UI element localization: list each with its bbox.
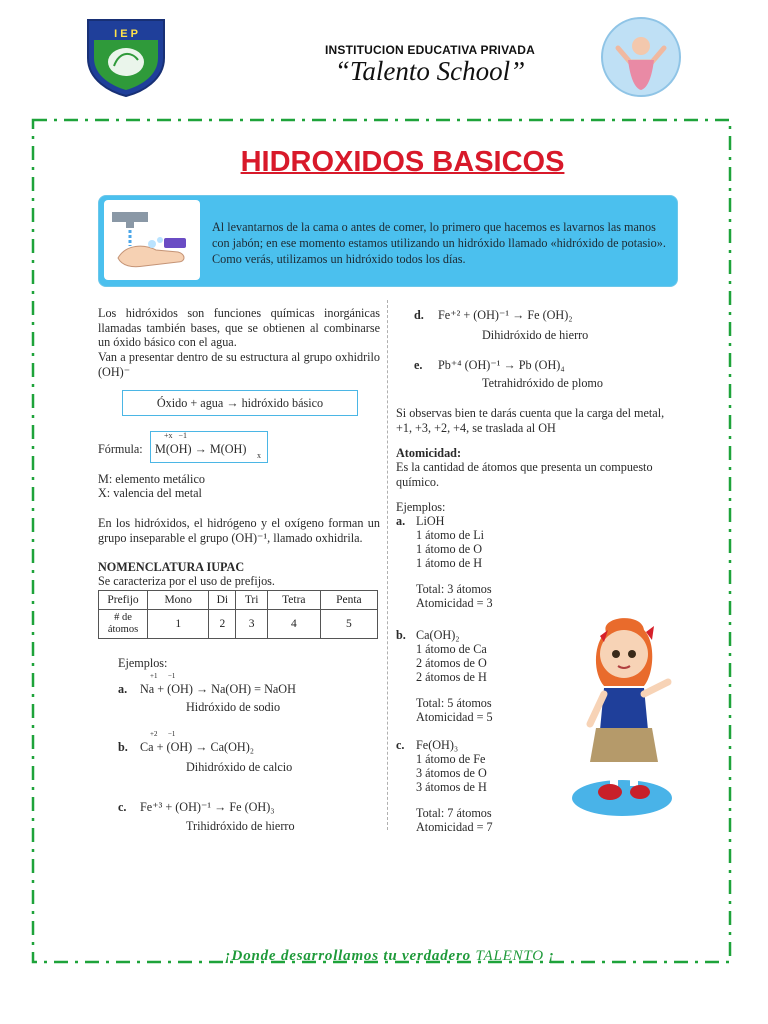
table-cell: # de átomos	[99, 610, 148, 639]
atom-line: 1 átomo de Fe	[416, 752, 486, 766]
footer-text: ¡Donde desarrollamos tu verdadero	[224, 948, 476, 964]
formula-subscript: x	[257, 451, 261, 460]
atom-line: 2 átomos de O	[416, 656, 487, 670]
atom-total: Total: 5 átomos	[416, 696, 492, 710]
school-crest-logo	[80, 16, 172, 98]
atom-formula: Ca(OH)₂	[416, 628, 460, 642]
footer-end: ¡	[543, 948, 556, 964]
handwashing-icon	[104, 200, 200, 280]
nomenclature-desc: Se caracteriza por el uso de prefijos.	[98, 574, 275, 588]
table-cell: Prefijo	[99, 591, 148, 610]
oxhidrila-paragraph: En los hidróxidos, el hidrógeno y el oxígeno forman un grupo inseparable el grupo (OH)⁻¹, llamado oxhidrila.	[98, 516, 380, 545]
example-charges: +1 −1	[150, 672, 176, 680]
metal-definition: M: elemento metálico	[98, 472, 205, 486]
formula: M(OH) → M(OH)	[155, 442, 247, 456]
example-letter: a.	[396, 514, 406, 528]
atom-line: 1 átomo de Li	[416, 528, 485, 542]
column-divider	[387, 300, 388, 830]
equation-text: Óxido + agua → hidróxido básico	[156, 396, 324, 410]
atomicity-title: Atomicidad:	[396, 446, 461, 460]
example-equation: Na + (OH) → Na(OH) = NaOH	[140, 682, 296, 696]
example-name: Hidróxido de sodio	[186, 700, 281, 714]
atomicity-value: Atomicidad = 7	[416, 820, 493, 834]
table-cell: 4	[267, 610, 320, 639]
examples-title: Ejemplos:	[118, 656, 168, 670]
atom-line: 3 átomos de H	[416, 780, 487, 794]
example-letter: c.	[118, 800, 127, 814]
example-equation: Fe⁺² + (OH)⁻¹ → Fe (OH)₂	[438, 308, 573, 322]
definition-paragraph: Los hidróxidos son funciones químicas inorgánicas llamadas también bases, que se obtienen al combinarse un óxido básico con el agua.	[98, 306, 380, 349]
example-equation: Pb⁺⁴ (OH)⁻¹ → Pb (OH)₄	[438, 358, 565, 372]
valence-definition: X: valencia del metal	[98, 486, 202, 500]
prefix-row	[99, 591, 378, 610]
logo-letters: I E P	[114, 28, 138, 40]
example-name: Trihidróxido de hierro	[186, 819, 295, 833]
school-name: “Talento School”	[334, 56, 526, 86]
table-cell: Penta	[320, 591, 377, 610]
table-cell: Tetra	[267, 591, 320, 610]
atom-total: Total: 3 átomos	[416, 582, 492, 596]
example-letter: e.	[414, 358, 423, 372]
atom-formula: Fe(OH)₃	[416, 738, 459, 752]
example-letter: b.	[118, 740, 128, 754]
table-cell: Mono	[148, 591, 209, 610]
atom-line: 1 átomo de Ca	[416, 642, 487, 656]
example-letter: a.	[118, 682, 128, 696]
footer-slogan	[160, 948, 620, 965]
table-cell: Tri	[236, 591, 268, 610]
example-letter: d.	[414, 308, 424, 322]
child-angel-image	[600, 16, 682, 98]
page-title: HIDROXIDOS BASICOS	[240, 146, 565, 178]
atomicity-value: Atomicidad = 5	[416, 710, 493, 724]
atom-formula: LiOH	[416, 514, 445, 528]
atom-total: Total: 7 átomos	[416, 806, 492, 820]
example-name: Dihidróxido de hierro	[482, 328, 589, 342]
example-charges: +2 −1	[150, 730, 176, 738]
table-cell: 1	[148, 610, 209, 639]
atomicity-definition: Es la cantidad de átomos que presenta un compuesto químico.	[396, 460, 653, 489]
atom-line: 1 átomo de O	[416, 542, 483, 556]
table-cell: 3	[236, 610, 268, 639]
atom-line: 1 átomo de H	[416, 556, 483, 570]
prefix-table	[98, 590, 378, 639]
table-cell: 5	[320, 610, 377, 639]
atoms-row	[99, 610, 378, 639]
example-equation: Fe⁺³ + (OH)⁻¹ → Fe (OH)₃	[140, 800, 275, 814]
example-letter: b.	[396, 628, 406, 642]
table-cell: Di	[209, 591, 236, 610]
example-name: Tetrahidróxido de plomo	[482, 376, 603, 390]
formula-charges: +x −1	[164, 431, 188, 440]
institution-label: INSTITUCION EDUCATIVA PRIVADA	[324, 43, 536, 57]
atomicity-value: Atomicidad = 3	[416, 596, 493, 610]
example-name: Dihidróxido de calcio	[186, 760, 293, 774]
example-letter: c.	[396, 738, 405, 752]
observation-text: Si observas bien te darás cuenta que la carga del metal, +1, +3, +2, +4, se traslada al OH	[396, 406, 665, 435]
oxhidrilo-paragraph: Van a presentar dentro de su estructura al grupo oxhidrilo (OH)⁻	[98, 350, 380, 379]
atom-line: 3 átomos de O	[416, 766, 487, 780]
girl-illustration	[560, 612, 678, 822]
example-equation: Ca + (OH) → Ca(OH)₂	[140, 740, 255, 754]
intro-text: Al levantarnos de la cama o antes de comer, lo primero que hacemos es lavarnos las manos con jabón; en ese momento estamos utilizando un hidróxido llamado «hidróxido de potasio». Como verás, utilizamos un hidróxido todos los días.	[212, 220, 666, 266]
formula-label: Fórmula:	[98, 442, 143, 456]
atom-line: 2 átomos de H	[416, 670, 487, 684]
nomenclature-title: NOMENCLATURA IUPAC	[98, 560, 245, 574]
footer-talento: TALENTO	[475, 948, 544, 964]
table-cell: 2	[209, 610, 236, 639]
atomicity-examples-title: Ejemplos:	[396, 500, 446, 514]
